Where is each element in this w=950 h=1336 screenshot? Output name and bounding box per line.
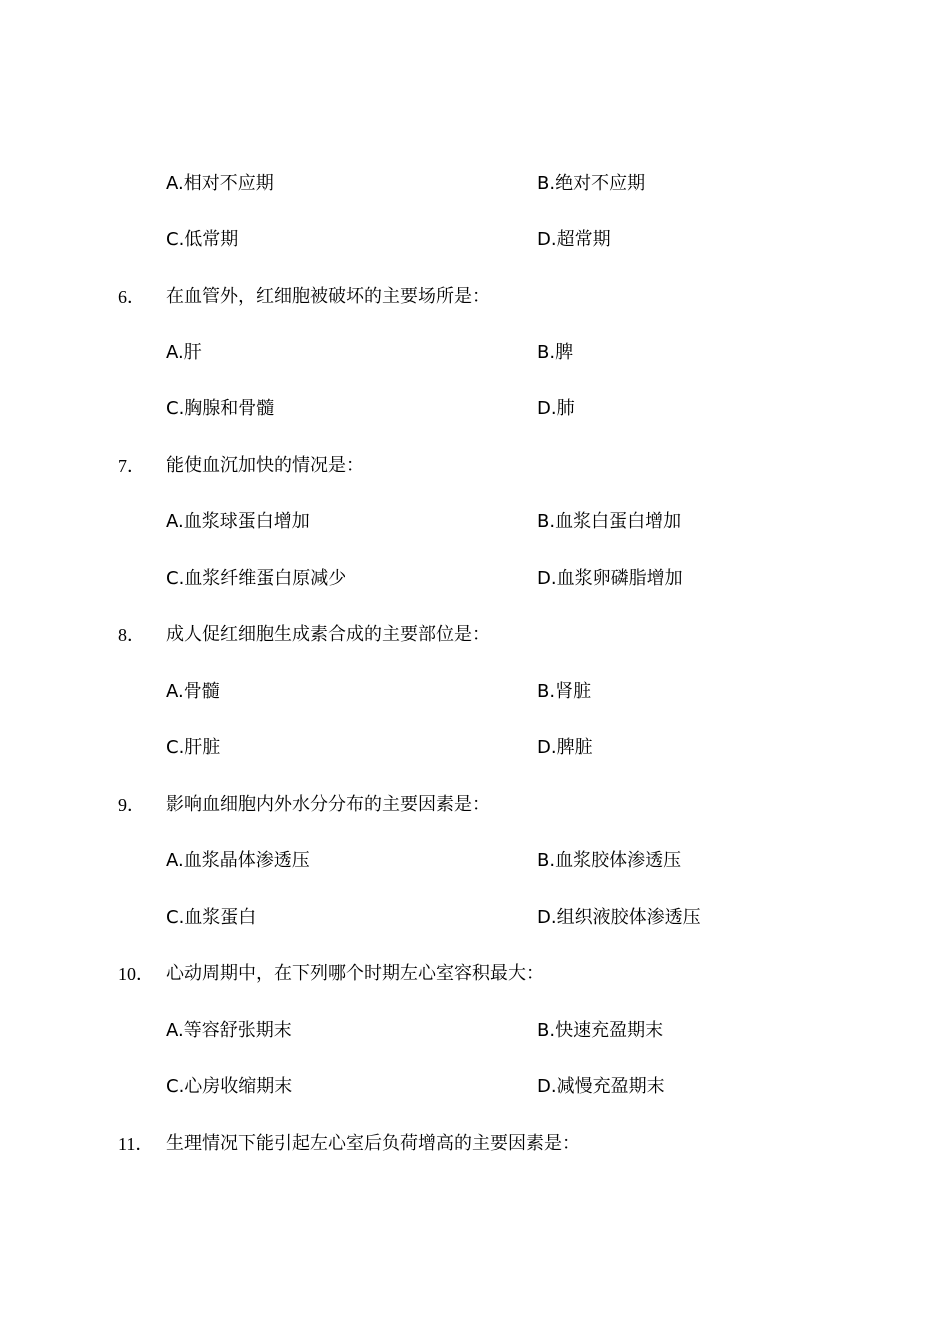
question-number: 6． bbox=[118, 287, 145, 307]
question-text: 成人促红细胞生成素合成的主要部位是： bbox=[166, 624, 490, 645]
question-number: 9． bbox=[118, 795, 145, 815]
option-c: C.血浆蛋白 bbox=[166, 907, 257, 928]
option-d: D.组织液胶体渗透压 bbox=[537, 907, 701, 928]
option-c: C.血浆纤维蛋白原减少 bbox=[166, 568, 347, 589]
option-d: D.脾脏 bbox=[537, 737, 593, 758]
options-row bbox=[0, 395, 950, 423]
option-b: B.快速充盈期末 bbox=[537, 1020, 664, 1041]
option-c: C.低常期 bbox=[166, 229, 239, 250]
options-row bbox=[0, 565, 950, 593]
question-9 bbox=[0, 791, 950, 819]
question-text: 生理情况下能引起左心室后负荷增高的主要因素是： bbox=[166, 1133, 580, 1154]
question-text: 能使血沉加快的情况是： bbox=[166, 455, 364, 476]
question-number: 11． bbox=[118, 1134, 154, 1154]
options-row bbox=[0, 170, 950, 198]
option-b: B.血浆白蛋白增加 bbox=[537, 511, 682, 532]
options-row bbox=[0, 339, 950, 367]
option-a: A.相对不应期 bbox=[166, 173, 274, 194]
options-row bbox=[0, 734, 950, 762]
option-d: D.减慢充盈期末 bbox=[537, 1076, 665, 1097]
options-row bbox=[0, 1073, 950, 1101]
question-text: 心动周期中，在下列哪个时期左心室容积最大： bbox=[166, 963, 544, 984]
option-b: B.脾 bbox=[537, 342, 574, 363]
question-11 bbox=[0, 1130, 950, 1158]
option-d: D.肺 bbox=[537, 398, 575, 419]
question-text: 影响血细胞内外水分分布的主要因素是： bbox=[166, 794, 490, 815]
question-text: 在血管外，红细胞被破坏的主要场所是： bbox=[166, 286, 490, 307]
option-a: A.血浆晶体渗透压 bbox=[166, 850, 310, 871]
option-a: A.等容舒张期末 bbox=[166, 1020, 292, 1041]
question-6 bbox=[0, 283, 950, 311]
question-10 bbox=[0, 960, 950, 988]
option-a: A.肝 bbox=[166, 342, 202, 363]
question-number: 10． bbox=[118, 964, 154, 984]
option-d: D.超常期 bbox=[537, 229, 611, 250]
option-a: A.血浆球蛋白增加 bbox=[166, 511, 310, 532]
options-row bbox=[0, 847, 950, 875]
question-number: 7． bbox=[118, 456, 145, 476]
question-number: 8． bbox=[118, 625, 145, 645]
question-7 bbox=[0, 452, 950, 480]
option-c: C.胸腺和骨髓 bbox=[166, 398, 275, 419]
option-d: D.血浆卵磷脂增加 bbox=[537, 568, 683, 589]
options-row bbox=[0, 1017, 950, 1045]
option-b: B.血浆胶体渗透压 bbox=[537, 850, 682, 871]
option-c: C.心房收缩期末 bbox=[166, 1076, 293, 1097]
options-row bbox=[0, 904, 950, 932]
option-b: B.绝对不应期 bbox=[537, 173, 646, 194]
options-row bbox=[0, 508, 950, 536]
option-a: A.骨髓 bbox=[166, 681, 220, 702]
options-row bbox=[0, 226, 950, 254]
question-8 bbox=[0, 621, 950, 649]
option-c: C.肝脏 bbox=[166, 737, 221, 758]
option-b: B.肾脏 bbox=[537, 681, 592, 702]
options-row bbox=[0, 678, 950, 706]
